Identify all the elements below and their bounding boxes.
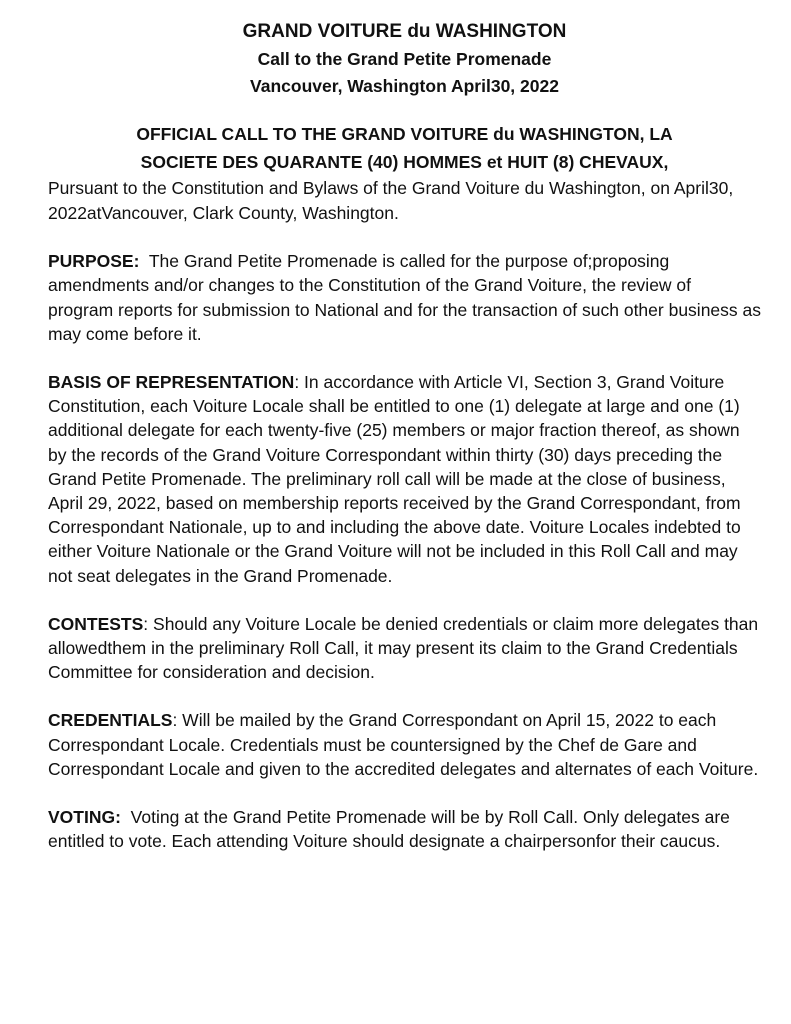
representation-text: : In accordance with Article VI, Section 3, Grand Voiture Constitution, each Voiture Locale shall be entitled to one (1) delegate at large and one (1) additional delegate for each twenty-five (25) members or major fraction thereof, as shown by the records of the Grand Voiture Correspondant within thirty (30) days preceding the Grand Petite Promenade. The preliminary roll call will be made at the close of business, April 29, 2022, based on membership reports received by the Grand Correspondant, from Correspondant Nationale, up to and including the above date. Voiture Locales indebted to either Voiture Nationale or the Grand Voiture will not be included in this Roll Call and may not seat delegates in the Grand Promenade. xyxy=(48,372,741,586)
purpose-label: PURPOSE: xyxy=(48,251,140,272)
voting-label: VOTING: xyxy=(48,807,121,828)
voting-text: Voting at the Grand Petite Promenade will be by Roll Call. Only delegates are entitled to vote. Each attending Voiture should designate a chairpersonfor their caucus. xyxy=(48,807,730,852)
representation-label: BASIS OF REPRESENTATION xyxy=(48,372,295,392)
spacer xyxy=(48,100,761,120)
purpose-text: The Grand Petite Promenade is called for the purpose of;proposing amendments and/or changes to the Constitution of the Grand Voiture, the review of program reports for submission to National and for the transaction of such other business as may come before it. xyxy=(48,251,762,344)
official-call-line-2: SOCIETE DES QUARANTE (40) HOMMES et HUIT (8) CHEVAUX, xyxy=(140,152,669,172)
document-subtitle: Call to the Grand Petite Promenade xyxy=(257,49,552,69)
document-title: GRAND VOITURE du WASHINGTON xyxy=(242,21,567,42)
official-call-text: Pursuant to the Constitution and Bylaws of the Grand Voiture du Washington, on April30, 2022atVancouver, Clark County, Washington. xyxy=(48,178,734,223)
credentials-section xyxy=(48,708,761,781)
representation-section xyxy=(48,370,761,588)
credentials-text: : Will be mailed by the Grand Correspondant on April 15, 2022 to each Correspondant Locale. Credentials must be countersigned by the Chef de Gare and Correspondant Locale and given to the accredited delegates and alternates of each Voiture. xyxy=(48,710,759,779)
purpose-section xyxy=(48,249,761,346)
contests-label: CONTESTS xyxy=(48,613,144,634)
voting-section xyxy=(48,805,761,853)
document-location-date: Vancouver, Washington April30, 2022 xyxy=(250,76,559,96)
contests-text: : Should any Voiture Locale be denied credentials or claim more delegates than allowedthem in the preliminary Roll Call, it may present its claim to the Grand Credentials Committee for consideration and decision. xyxy=(48,613,759,683)
contests-section xyxy=(48,612,761,685)
credentials-label: CREDENTIALS xyxy=(48,710,173,731)
official-call-line-1: OFFICIAL CALL TO THE GRAND VOITURE du WASHINGTON, LA xyxy=(136,124,673,144)
